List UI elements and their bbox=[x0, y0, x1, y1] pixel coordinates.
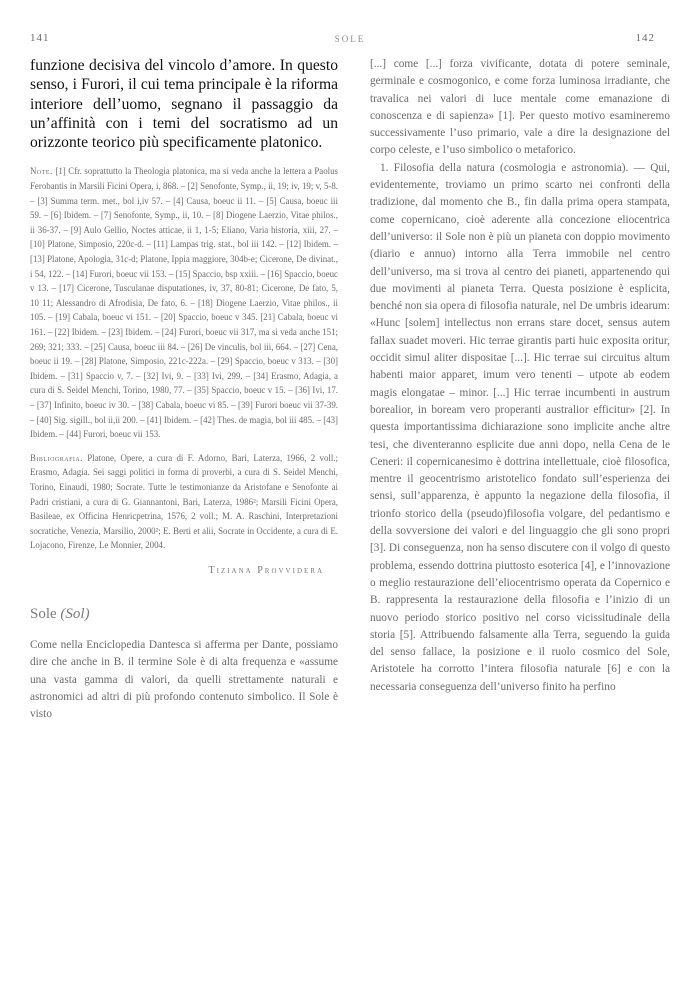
left-column bbox=[30, 56, 338, 723]
entry-intro: Come nella Enciclopedia Dantesca si afferma per Dante, possiamo dire che anche in B. il termine Sole è di alta frequenza e «assume una vasta gamma di valori, da quelli strettamente naturali e astronomici ad altri di più profondo contenuto simbolico. Il Sole è visto bbox=[30, 638, 338, 721]
entry-heading-latin: (Sol) bbox=[60, 605, 90, 622]
right-paragraph-2: 1. Filosofia della natura (cosmologia e astronomia). — Qui, evidentemente, troviamo un primo scarto nei confronti della tradizione, dal momento che B., fin dalla prima opera stampata, come copernicano, cioè aderente alla concezione eliocentrica dell’universo: il Sole non è più un pianeta con doppio movimento (diario e annuo) intorno alla Terra immobile nel centro dell’universo, ma si trova al centro dei pianeti, appartenendo qui due movimenti al pianeta Terra. Questa posizione è esplicita, benché non sia opera di filosofia naturale, nel De umbris idearum: «Hunc [solem] intellectus non errans stare docet, sensus autem fallax suadet moveri. Hic terrae girantis parti huic exposita oritur, occidit simul aliter dispositae [...]. Hic terrae sui circuitus altum habenti maior apparet, imum vero tenenti – utpote ab eodem magis elongatae – minor. [...] Hic terrae incumbenti in austrum borealior, in boream vero properanti australior efficitur» [2]. In questa importantissima dichiarazione sono implicite anche altre tesi, che diventeranno esplicite due anni dopo, nella Cena de le Ceneri: il copernicanesimo è dottrina intellettuale, cioè filosofica, mentre il geocentrismo aristotelico fondato sull’esperienza dei sensi, sull’apparenza, è appunto la negazione della filosofia, il trionfo storico della (pseudo)filosofia volgare, del pedantismo e della sovversione dei valori e del linguaggio che gli sono propri [3]. Di conseguenza, non ha senso discutere con il volgo di questo problema, essendo dottrina piuttosto esoterica [4], e l’innovazione o meglio restaurazione dell’eliocentrismo operata da Copernico e B. rappresenta la restaurazione della filosofia e l’inizio di un nuovo periodo storico positivo nel corso vicissitudinale della storia [5]. Attribuendo falsamente alla Terra, seguendo la guida del senso fallace, la posizione e il ruolo cosmico del Sole, Aristotele ha corrotto l’intera filosofia naturale [6] e con la necessaria conseguenza dell’universo finito ha perfino bbox=[370, 161, 670, 693]
right-column bbox=[370, 56, 670, 696]
running-title: SOLE bbox=[334, 34, 366, 44]
notes-block bbox=[30, 164, 338, 441]
entry-heading-title: Sole bbox=[30, 605, 57, 622]
right-paragraph-1: [...] come [...] forza vivificante, dotata di potere seminale, germinale e cosmogonico, e come forza luminosa irradiante, che travalica nei valori di luce mentale come emanazione di conoscenza e di sapienza» [1]. Per questo motivo esamineremo successivamente l’uso primario, vale a dire la designazione del corpo celeste, e l’uso simbolico o metaforico. bbox=[370, 58, 670, 157]
notes-text: [1] Cfr. soprattutto la Theologia platonica, ma si veda anche la lettera a Paolus Ferobantis in Marsili Ficini Opera, i, 868. – [2] Senofonte, Symp., ii, 19; iv, 19; v, 5-8. – [3] Summa term. met., bol i,iv 57. – [4] Causa, boeuc ii 11. – [5] Causa, boeuc iii 59. – [6] Ibidem. – [7] Senofonte, Symp., ii, 10. – [8] Diogene Laerzio, Vitae philos., ii 36-37. – [9] Aulo Gellio, Noctes atticae, ii 1, 1-5; Eliano, Varia historia, xiii, 27. – [10] Platone, Simposio, 220c-d. – [11] Lampas trig. stat., bol iii 142. – [12] Ibidem. – [13] Platone, Apologia, 31c-d; Platone, Ippia maggiore, 304b-e; Cicerone, De divinat., i 54, 122. – [14] Furori, boeuc vii 153. – [15] Spaccio, bsp xxiii. – [16] Spaccio, boeuc v 13. – [17] Cicerone, Tusculanae disputationes, iv, 37, 80-81; Cicerone, De fato, 5, 10 11; Alessandro di Afrodisia, De fato, 6. – [18] Diogene Laerzio, Vitae philos., ii 105. – [19] Cabala, boeuc vi 151. – [20] Spaccio, boeuc v 345. [21] Cabala, boeuc vi 161. – [22] Ibidem. – [23] Ibidem. – [24] Furori, boeuc vii 317, ma si veda anche 151; 269; 321; 333. – [25] Causa, boeuc iii 84. – [26] De vinculis, bol iii, 664. – [27] Cena, boeuc ii 19. – [28] Platone, Simposio, 221c-222a. – [29] Spaccio, boeuc v 313. – [30] Ibidem. – [31] Spaccio v, 7. – [32] Ivi, 9. – [33] Ivi, 299. – [34] Erasmo, Adagia, a cura di S. Seidel Menchi, Torino, 1980, 77. – [35] Spaccio, boeuc v 15. – [36] Ivi, 17. – [37] Infinito, boeuc iv 30. – [38] Cabala, boeuc vi 85. – [39] Furori boeuc vii 37-39. – [40] Sig. sigill., bol ii,ii 200. – [41] Ibidem. – [42] Thes. de magia, bol iii 485. – [43] Ibidem. – [44] Furori, boeuc vii 153. bbox=[30, 166, 339, 440]
bibliography-block bbox=[30, 451, 338, 553]
entry-heading bbox=[30, 606, 338, 623]
page-number-left: 141 bbox=[30, 32, 50, 44]
page-number-right: 142 bbox=[635, 32, 655, 44]
notes-label: Note. bbox=[30, 166, 53, 177]
bibliography-text: Platone, Opere, a cura di F. Adorno, Bari, Laterza, 1966, 2 voll.; Erasmo, Adagia. Sei saggi politici in forma di proverbi, a cura di S. Seidel Menchi, Torino, Einaudi, 1980; Socrate. Tutte le testimonianze da Aristofane e Senofonte ai Padri cristiani, a cura di G. Giannantoni, Bari, Laterza, 1986²; Marsili Ficini Opera, Basileae, ex Officina Henricpetrina, 1576, 2 voll.; M. A. Raschini, Interpretazioni socratiche, Venezia, Marsilio, 2000²; E. Berti et alii, Socrate in Occidente, a cura di E. Lojacono, Firenze, Le Monnier, 2004. bbox=[30, 452, 339, 551]
lead-paragraph: funzione decisiva del vincolo d’amore. In questo senso, i Furori, il cui tema principale è la riforma interiore dell’uomo, segnano il passaggio da un’affinità con i temi del socratismo ad un orizzonte teorico più specificamente platonico. bbox=[30, 57, 338, 152]
bibliography-label: Bibliografia. bbox=[30, 452, 83, 463]
author-signature: Tiziana Provvidera bbox=[208, 564, 324, 576]
